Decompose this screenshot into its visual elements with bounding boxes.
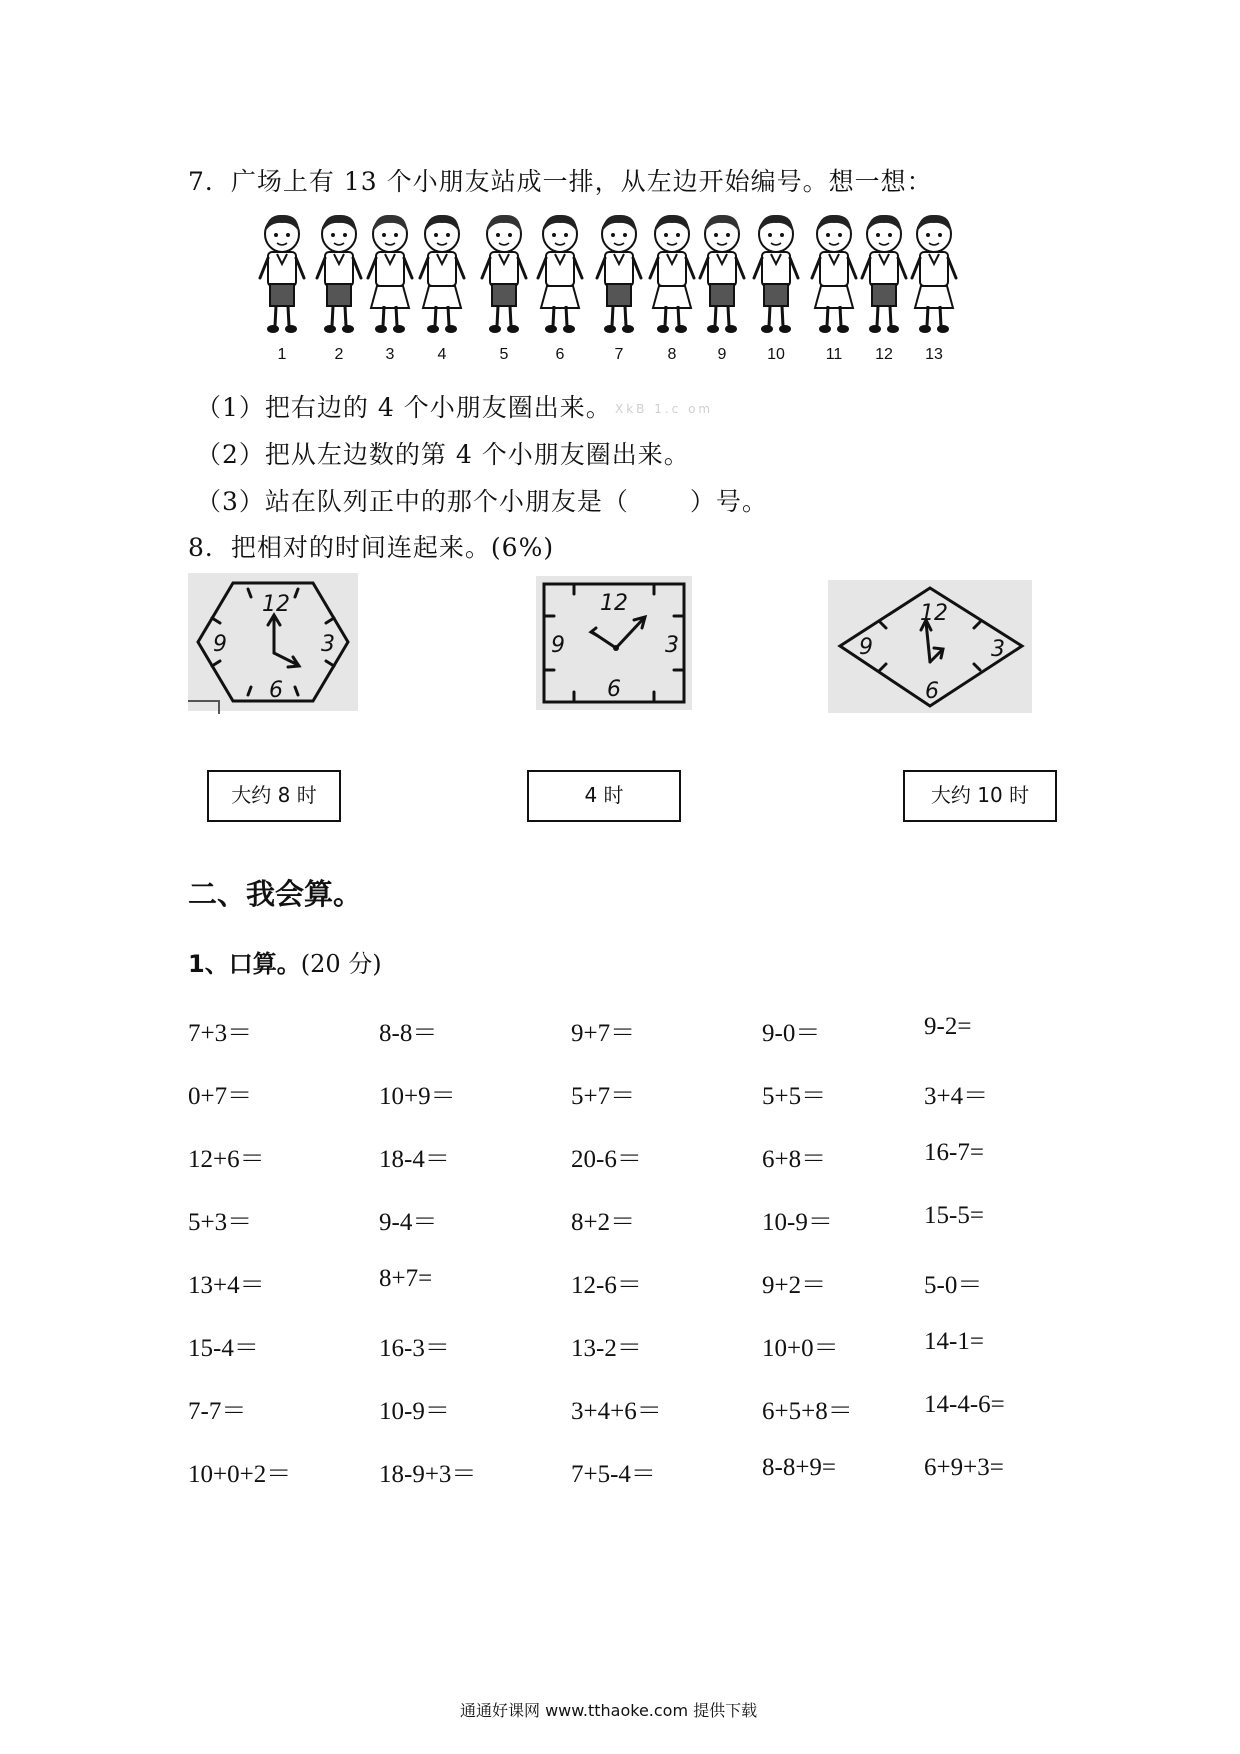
oral-calc-score: (20 分) (300, 950, 382, 978)
footer-credit: 通通好课网 www.tthaoke.com 提供下载 (460, 1701, 758, 1720)
child-number: 3 (385, 346, 395, 363)
clock-1-numeral-3: 3 (321, 632, 335, 657)
clock-2-numeral-6: 6 (607, 677, 621, 702)
arithmetic-problem[interactable]: 5+5＝ (762, 1083, 827, 1110)
arithmetic-problem[interactable]: 0+7＝ (188, 1083, 253, 1110)
arithmetic-problem[interactable]: 16-7= (924, 1139, 984, 1166)
arithmetic-problem[interactable]: 9-0＝ (762, 1020, 821, 1047)
clock-corner-mark (188, 700, 220, 714)
clock-1-numeral-6: 6 (269, 678, 283, 703)
child-number: 4 (437, 346, 447, 363)
child-number: 1 (277, 346, 287, 363)
clock-3-numeral-3: 3 (991, 637, 1005, 662)
arithmetic-problem[interactable]: 6+8＝ (762, 1146, 827, 1173)
arithmetic-problem[interactable]: 12-6＝ (571, 1272, 642, 1299)
child-number: 5 (499, 346, 509, 363)
arithmetic-problem[interactable]: 10-9＝ (762, 1209, 833, 1236)
question-7-text: 7．广场上有 13 个小朋友站成一排，从左边开始编号。想一想： (188, 167, 933, 196)
clock-1-numeral-12: 12 (262, 592, 290, 617)
arithmetic-problem[interactable]: 14-1= (924, 1328, 984, 1355)
question-7-sub-3: （3）站在队列正中的那个小朋友是（ ）号。 (196, 487, 768, 516)
clock-2-numeral-3: 3 (665, 633, 679, 658)
arithmetic-problem[interactable]: 18-4＝ (379, 1146, 450, 1173)
arithmetic-problem[interactable]: 8+7= (379, 1265, 433, 1292)
child-number: 11 (825, 346, 843, 363)
child-number: 9 (717, 346, 727, 363)
arithmetic-problem[interactable]: 9-4＝ (379, 1209, 438, 1236)
child-number: 8 (667, 346, 677, 363)
arithmetic-problem[interactable]: 8+2＝ (571, 1209, 636, 1236)
clock-diamond (828, 580, 1032, 713)
arithmetic-problem[interactable]: 13-2＝ (571, 1335, 642, 1362)
oral-calc-title (188, 944, 382, 979)
time-box-about-10[interactable]: 大约 10 时 (903, 770, 1057, 822)
clock-3-numeral-9: 9 (859, 635, 873, 660)
arithmetic-problem[interactable]: 16-3＝ (379, 1335, 450, 1362)
arithmetic-problem[interactable]: 9+7＝ (571, 1020, 636, 1047)
arithmetic-problem[interactable]: 8-8+9= (762, 1454, 837, 1481)
clock-3-numeral-12: 12 (920, 601, 948, 626)
arithmetic-problem[interactable]: 7+3＝ (188, 1020, 253, 1047)
arithmetic-problem[interactable]: 5+7＝ (571, 1083, 636, 1110)
clock-2-numeral-12: 12 (600, 591, 628, 616)
arithmetic-problem[interactable]: 10+9＝ (379, 1083, 456, 1110)
watermark-text: XkB 1.c om (615, 402, 714, 416)
clock-3-numeral-6: 6 (925, 679, 939, 704)
arithmetic-problem[interactable]: 10-9＝ (379, 1398, 450, 1425)
arithmetic-problem[interactable]: 10+0＝ (762, 1335, 839, 1362)
child-number: 13 (925, 346, 943, 363)
arithmetic-problem[interactable]: 7+5-4＝ (571, 1461, 656, 1488)
child-number: 10 (767, 346, 785, 363)
arithmetic-problem[interactable]: 6+5+8＝ (762, 1398, 853, 1425)
question-7-sub-2: （2）把从左边数的第 4 个小朋友圈出来。 (196, 440, 690, 469)
arithmetic-problem[interactable]: 12+6＝ (188, 1146, 265, 1173)
arithmetic-problem[interactable]: 9-2= (924, 1013, 972, 1040)
clock-1-numeral-9: 9 (213, 632, 227, 657)
arithmetic-problem[interactable]: 13+4＝ (188, 1272, 265, 1299)
child-number: 2 (334, 346, 344, 363)
section-2-title: 二、我会算。 (188, 877, 363, 911)
arithmetic-problem[interactable]: 3+4+6＝ (571, 1398, 662, 1425)
arithmetic-problem[interactable]: 14-4-6= (924, 1391, 1005, 1418)
arithmetic-problem[interactable]: 5+3＝ (188, 1209, 253, 1236)
arithmetic-problem[interactable]: 3+4＝ (924, 1083, 989, 1110)
time-box-4[interactable]: 4 时 (527, 770, 681, 822)
question-8-text: 8．把相对的时间连起来。(6%) (188, 533, 555, 562)
arithmetic-problem[interactable]: 8-8＝ (379, 1020, 438, 1047)
clock-2-numeral-9: 9 (551, 633, 565, 658)
child-number: 6 (555, 346, 565, 363)
arithmetic-problem[interactable]: 20-6＝ (571, 1146, 642, 1173)
time-box-about-8[interactable]: 大约 8 时 (207, 770, 341, 822)
arithmetic-problem[interactable]: 6+9+3= (924, 1454, 1004, 1481)
children-illustration (255, 212, 965, 372)
arithmetic-problem[interactable]: 7-7＝ (188, 1398, 247, 1425)
arithmetic-problem[interactable]: 10+0+2＝ (188, 1461, 292, 1488)
clock-square (536, 576, 692, 710)
clock-hexagon (188, 573, 358, 711)
arithmetic-problem[interactable]: 18-9+3＝ (379, 1461, 477, 1488)
child-number: 7 (614, 346, 624, 363)
arithmetic-problem[interactable]: 5-0＝ (924, 1272, 983, 1299)
arithmetic-problem[interactable]: 15-5= (924, 1202, 984, 1229)
arithmetic-problem[interactable]: 15-4＝ (188, 1335, 259, 1362)
question-7-sub-1: （1）把右边的 4 个小朋友圈出来。 (196, 393, 612, 422)
oral-calc-label: 1、口算。 (188, 950, 301, 978)
child-number: 12 (875, 346, 893, 363)
arithmetic-problem[interactable]: 9+2＝ (762, 1272, 827, 1299)
